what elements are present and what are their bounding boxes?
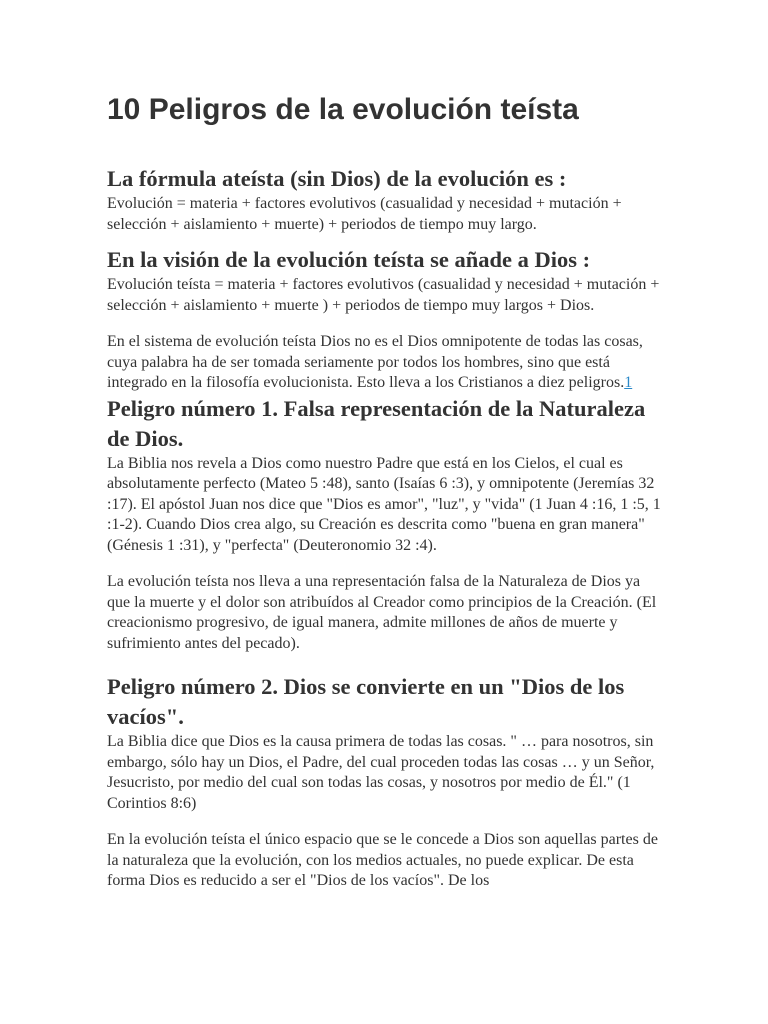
section-paragraph: La Biblia dice que Dios es la causa primera de todas las cosas. " … para nosotros, sin embargo, sólo hay un Dios, el Padre, del cual proceden todas las cosas … y un Señor, Jesucristo, por medio del cual son todas las cosas, y nosotros por medio de Él." (1 Corintios 8:6) — [107, 733, 655, 812]
section-paragraph: La Biblia nos revela a Dios como nuestro Padre que está en los Cielos, el cual es absolutamente perfecto (Mateo 5 :48), santo (Isaías 6 :3), y omnipotente (Jeremías 32 :17). El apóstol Juan nos dice que "Dios es amor", "luz", y "vida" (1 Juan 4 :16, 1 :5, 1 :1-2). Cuando Dios crea algo, su Creación es descrita como "buena en gran manera" (Génesis 1 :31), y "perfecta" (Deuteronomio 32 :4). — [107, 454, 661, 554]
section-paragraph: En la evolución teísta el único espacio que se le concede a Dios son aquellas partes de la naturaleza que la evolución, con los medios actuales, no puede explicar. De esta forma Dios es reducido a ser el "Dios de los vacíos". De los — [107, 831, 658, 889]
section-heading-danger-1: Peligro número 1. Falsa representación de la Naturaleza de Dios. — [107, 395, 646, 451]
section-paragraph-with-footnote — [107, 332, 667, 394]
document-body — [107, 164, 667, 892]
section-paragraph: Evolución = materia + factores evolutivos (casualidad y necesidad + mutación + selección + aislamiento + muerte) + periodos de tiempo muy largo. — [107, 195, 622, 233]
section-paragraph: La evolución teísta nos lleva a una representación falsa de la Naturaleza de Dios ya que la muerte y el dolor son atribuídos al Creador como principios de la Creación. (El creacionismo progresivo, de igual manera, admite millones de años de muerte y sufrimiento antes del pecado). — [107, 573, 657, 652]
section-paragraph: Evolución teísta = materia + factores evolutivos (casualidad y necesidad + mutación + selección + aislamiento + muerte ) + periodos de tiempo muy largos + Dios. — [107, 276, 660, 314]
section-heading-atheist-formula: La fórmula ateísta (sin Dios) de la evolución es : — [107, 166, 567, 191]
document-title: 10 Peligros de la evolución teísta — [107, 93, 579, 126]
footnote-link[interactable]: 1 — [624, 374, 633, 391]
section-heading-theistic-vision: En la visión de la evolución teísta se añade a Dios : — [107, 247, 591, 272]
paragraph-text: En el sistema de evolución teísta Dios no es el Dios omnipotente de todas las cosas, cuya palabra ha de ser tomada seriamente por todos los hombres, sino que está integrado en la filosofía evolucionista. Esto lleva a los Cristianos a diez peligros. — [107, 333, 643, 391]
section-heading-danger-2: Peligro número 2. Dios se convierte en un "Dios de los vacíos". — [107, 674, 625, 729]
